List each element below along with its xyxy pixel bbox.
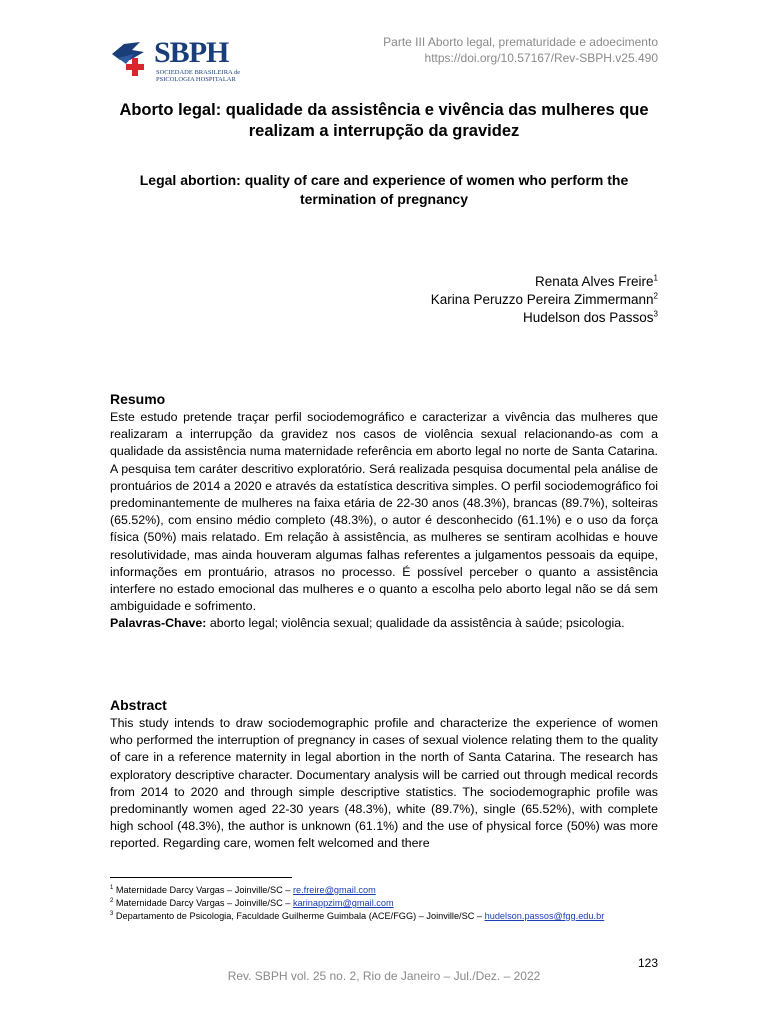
footnote: $^2$ Maternidade Darcy Vargas – Joinville/SC – karinappzim@gmail.com	[110, 897, 394, 908]
journal-logo	[110, 38, 240, 82]
resumo-body: Este estudo pretende traçar perfil sociodemográfico e caracterizar a vivência das mulheres que realizaram a interrupção da gravidez nos casos de violência sexual relacionando-as com a qualidade da assistência numa maternidade referência em aborto legal no norte de Santa Catarina. A pesquisa tem caráter descritivo exploratório. Será realizada pesquisa documental pela análise de prontuários de 2014 a 2020 e através da estatística descritiva simples. O perfil sociodemográfico foi predominantemente de mulheres na faixa etária de 22-30 anos (48.3%), brancas (89.7%), solteiras (65.52%), com ensino médio completo (48.3%), o autor é desconhecido (61.1%) e o uso da força física (50%) mais relatado. Em relação à assistência, as mulheres se sentiram acolhidas e houve resolutividade, mas ainda houveram algumas falhas referentes a julgamentos pessoais da equipe, informações em prontuário, atrasos no processo. É possível perceber o quanto a assistência interfere no estado emocional das mulheres e o quanto a escolha pelo aborto legal não se dá sem ambiguidade e sofrimento.	[110, 410, 658, 614]
author-list	[431, 273, 658, 327]
email-link[interactable]: hudelson.passos@fgg.edu.br	[484, 911, 605, 921]
author-name: Hudelson dos Passos$^3$	[522, 309, 658, 325]
abstract-heading: Abstract	[110, 697, 167, 713]
page-number: 123	[637, 956, 658, 970]
footnotes	[110, 884, 670, 923]
keywords-label: Palavras-Chave:	[110, 616, 207, 631]
footnote-divider	[110, 877, 292, 878]
author-name: Karina Peruzzo Pereira Zimmermann$^2$	[430, 291, 658, 307]
email-link[interactable]: re.freire@gmail.com	[292, 885, 376, 895]
author-name: Renata Alves Freire$^1$	[534, 273, 658, 289]
keywords-text: aborto legal; violência sexual; qualidade da assistência à saúde; psicologia.	[206, 616, 625, 631]
email-link[interactable]: karinappzim@gmail.com	[292, 898, 394, 908]
logo-subtitle: SOCIEDADE BRASILEIRA de PSICOLOGIA HOSPITALAR	[156, 69, 241, 83]
logo-mark-icon	[110, 40, 154, 80]
footnote: $^3$ Departamento de Psicologia, Faculdade Guilherme Guimbala (ACE/FGG) – Joinville/SC – hudelson.passos@fgg.edu.br	[110, 910, 605, 921]
title-english: Legal abortion: quality of care and experience of women who perform the termination of pregnancy	[139, 172, 629, 207]
journal-footer: Rev. SBPH vol. 25 no. 2, Rio de Janeiro – Jul./Dez. – 2022	[227, 969, 541, 983]
resumo-section	[110, 409, 658, 633]
logo-text: SBPH	[154, 36, 229, 69]
footnote: $^1$ Maternidade Darcy Vargas – Joinville/SC – re.freire@gmail.com	[110, 884, 376, 895]
header-meta	[383, 34, 658, 66]
abstract-body: This study intends to draw sociodemographic profile and characterize the experience of women who performed the interruption of pregnancy in cases of sexual violence relating them to the quality of care in a reference maternity in legal abortion in the north of Santa Catarina. The research has exploratory descriptive character. Documentary analysis will be carried out through medical records from 2014 to 2020 and through simple descriptive statistics. The sociodemographic profile was predominantly women aged 22-30 years (48.3%), white (89.7%), single (65.52%), with complete high school (48.3%), the author is unknown (61.1%) and the use of physical force (50%) was more reported. Regarding care, women felt welcomed and there	[110, 716, 658, 851]
title-portuguese: Aborto legal: qualidade da assistência e vivência das mulheres que realizam a interrupção da gravidez	[119, 101, 649, 140]
keywords-line	[110, 615, 658, 632]
section-line: Parte III Aborto legal, prematuridade e adoecimento	[383, 35, 658, 49]
resumo-heading: Resumo	[110, 391, 166, 407]
doi-link[interactable]: https://doi.org/10.57167/Rev-SBPH.v25.490	[424, 51, 658, 65]
